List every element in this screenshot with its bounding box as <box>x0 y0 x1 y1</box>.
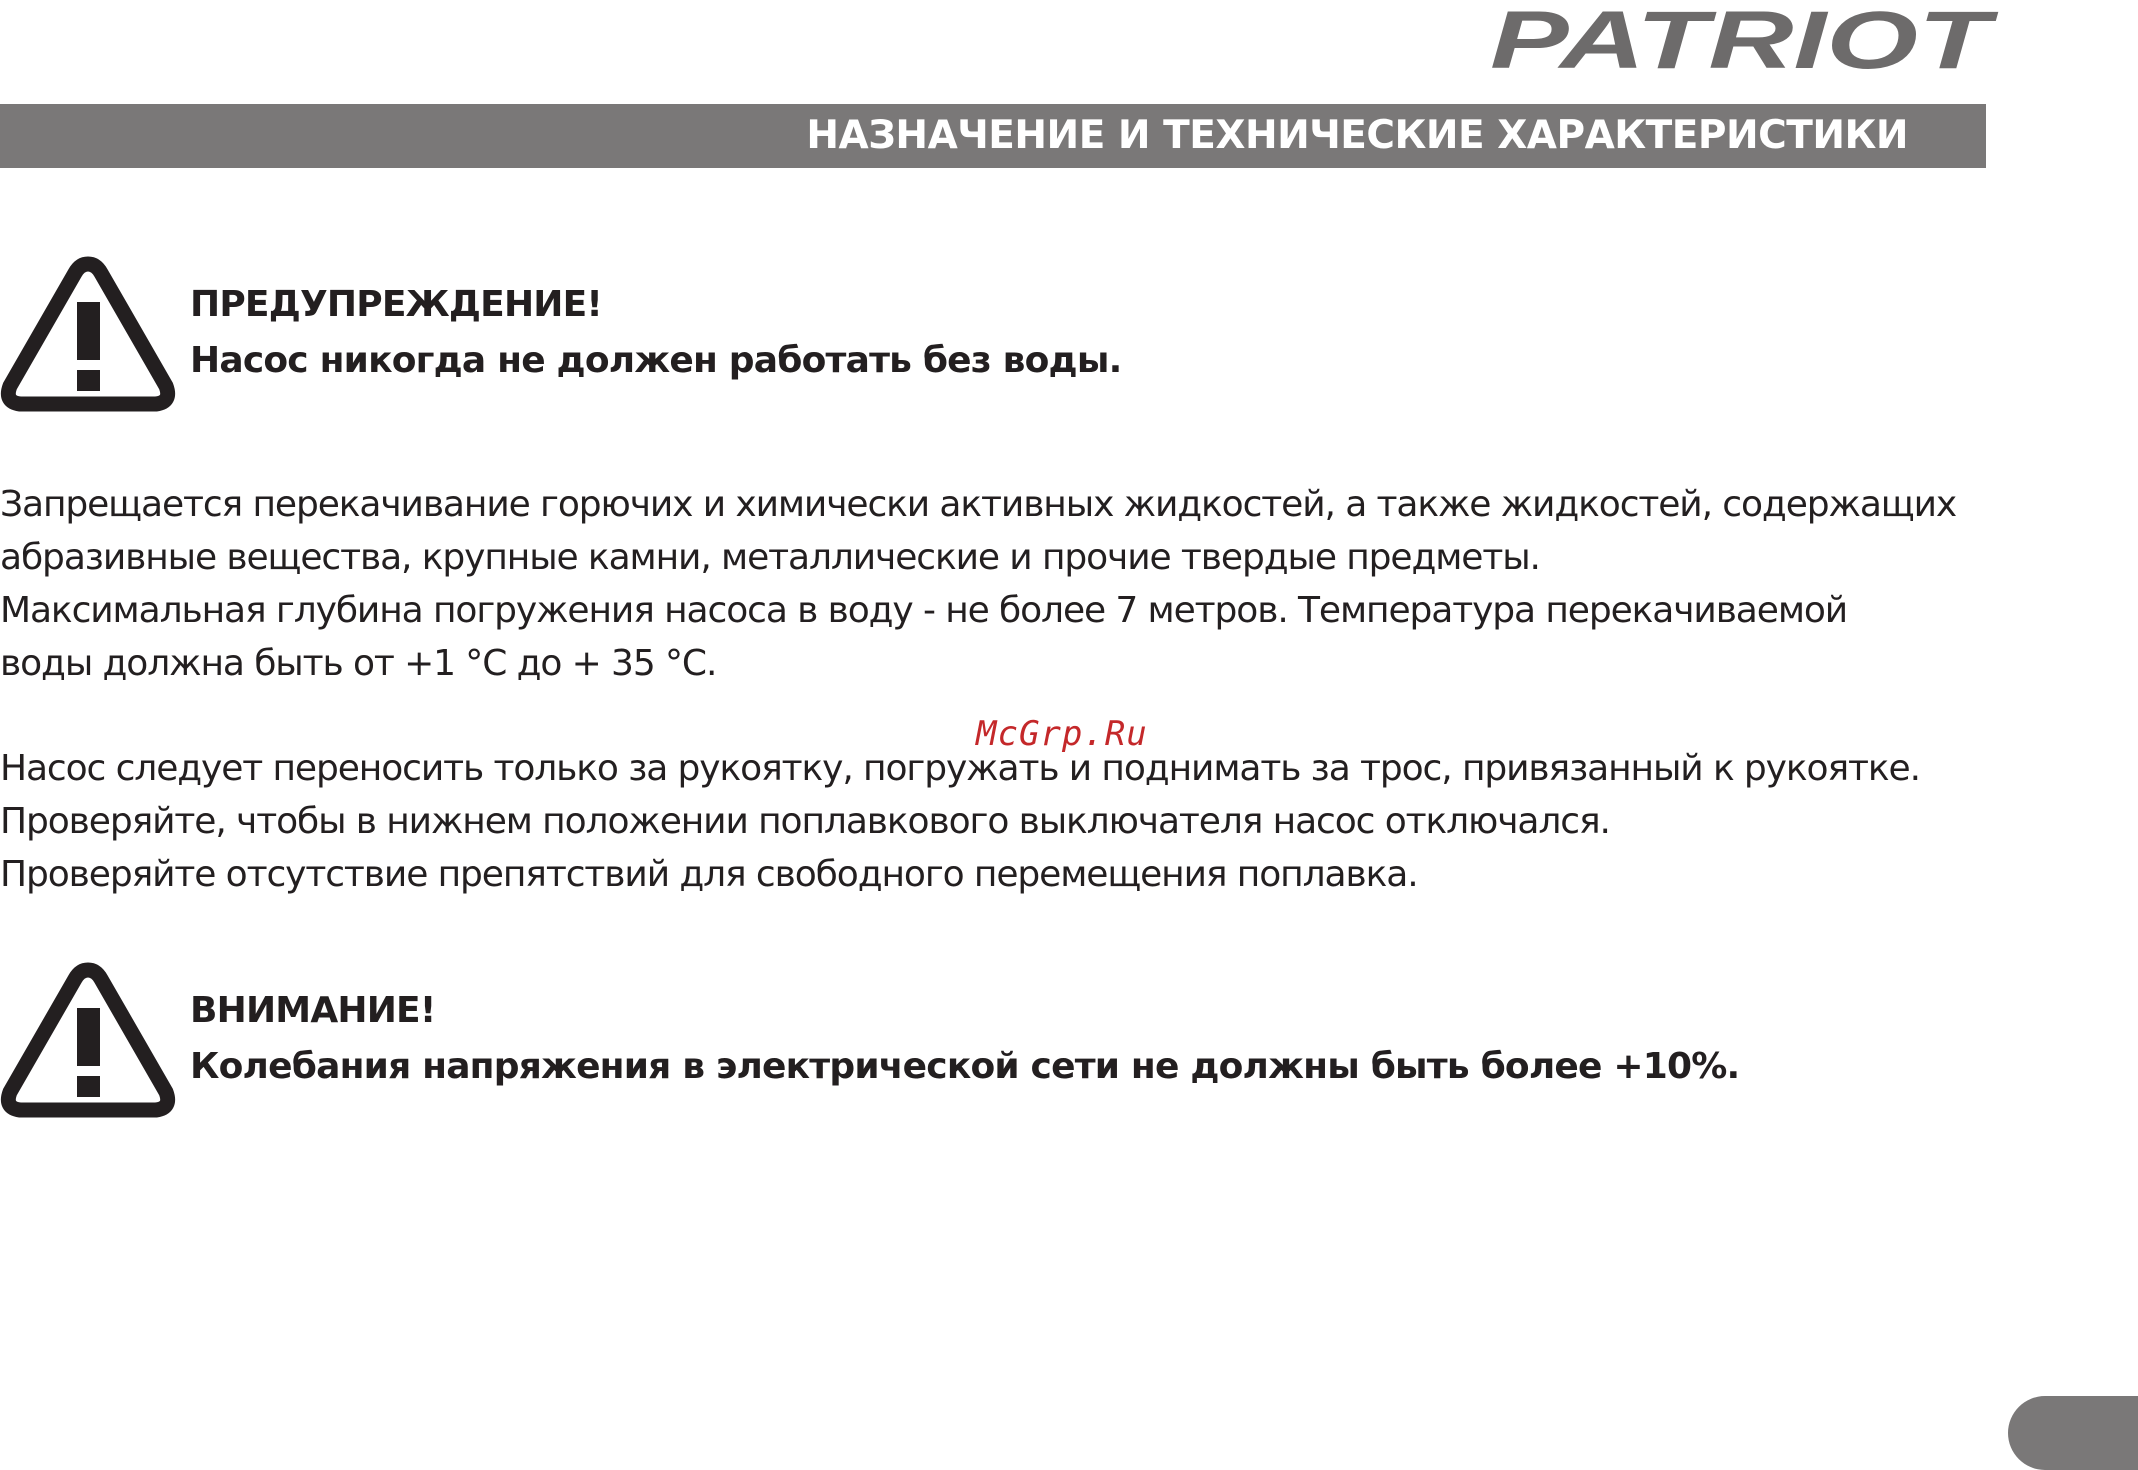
warning-triangle-icon <box>0 254 176 414</box>
patriot-logo <box>1480 0 2000 78</box>
warning-text: Насос никогда не должен работать без воды. <box>190 340 1122 381</box>
paragraph-line: Проверяйте, чтобы в нижнем положении поплавкового выключателя насос отключался. <box>0 801 1610 842</box>
section-header-bar <box>0 104 1986 168</box>
watermark: McGrp.Ru <box>976 714 1148 754</box>
page-number-tab <box>2008 1396 2138 1470</box>
paragraph-line: Насос следует переносить только за рукоятку, погружать и поднимать за трос, привязанный к рукоятке. <box>0 748 1920 789</box>
logo-text: PATRIOT <box>1490 0 1999 78</box>
warning-triangle-icon <box>0 960 176 1120</box>
warning-heading: ПРЕДУПРЕЖДЕНИЕ! <box>190 284 603 325</box>
attention-text: Колебания напряжения в электрической сети не должны быть более +10%. <box>190 1046 1740 1087</box>
paragraph-line: воды должна быть от +1 °С до + 35 °С. <box>0 643 717 684</box>
paragraph-usage-restrictions <box>0 478 1992 690</box>
paragraph-line: Запрещается перекачивание горючих и химически активных жидкостей, а также жидкостей, содержащих <box>0 484 1957 525</box>
section-title: НАЗНАЧЕНИЕ И ТЕХНИЧЕСКИЕ ХАРАКТЕРИСТИКИ <box>806 113 1908 158</box>
paragraph-line: Максимальная глубина погружения насоса в воду - не более 7 метров. Температура перекачиваемой <box>0 590 1848 631</box>
paragraph-line: абразивные вещества, крупные камни, металлические и прочие твердые предметы. <box>0 537 1540 578</box>
attention-heading: ВНИМАНИЕ! <box>190 990 436 1031</box>
paragraph-line: Проверяйте отсутствие препятствий для свободного перемещения поплавка. <box>0 854 1418 895</box>
paragraph-handling <box>0 742 1992 901</box>
